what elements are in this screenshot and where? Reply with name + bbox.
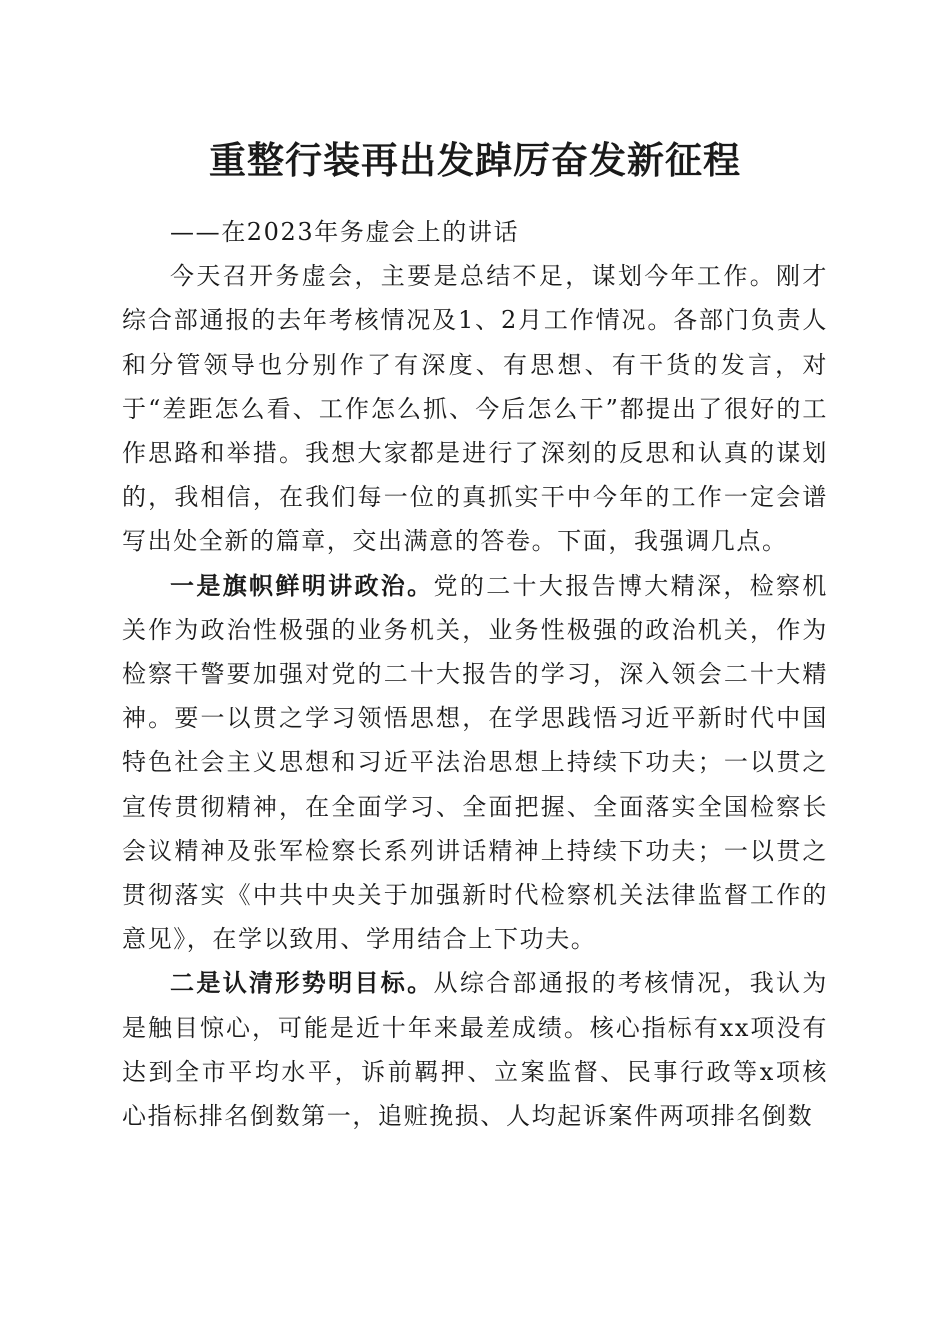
paragraph-point-two (122, 961, 828, 1138)
document-body (122, 210, 828, 1138)
paragraph-opening (122, 254, 828, 563)
paragraph-text: 从综合部通报的考核情况，我认为是触目惊心，可能是近十年来最差成绩。核心指标有xx项没有达到全市平均水平，诉前羁押、立案监督、民事行政等x项核心指标排名倒数第一，追赃挽损、人均起诉案件两项排名倒数 (122, 969, 828, 1131)
paragraph-text: 今天召开务虚会，主要是总结不足，谋划今年工作。刚才综合部通报的去年考核情况及1、2月工作情况。各部门负责人和分管领导也分别作了有深度、有思想、有干货的发言，对于“差距怎么看、工作怎么抓、今后怎么干”都提出了很好的工作思路和举措。我想大家都是进行了深刻的反思和认真的谋划的，我相信，在我们每一位的真抓实干中今年的工作一定会谱写出处全新的篇章，交出满意的答卷。下面，我强调几点。 (122, 262, 828, 556)
paragraph-lead: 一是旗帜鲜明讲政治。 (170, 570, 434, 600)
document-title: 重整行装再出发踔厉奋发新征程 (209, 138, 741, 182)
paragraph-lead: 二是认清形势明目标。 (170, 968, 434, 998)
paragraph-text: 党的二十大报告博大精深，检察机关作为政治性极强的业务机关，业务性极强的政治机关，作为检察干警要加强对党的二十大报告的学习，深入领会二十大精神。要一以贯之学习领悟思想，在学思践悟习近平新时代中国特色社会主义思想和习近平法治思想上持续下功夫；一以贯之宣传贯彻精神，在全面学习、全面把握、全面落实全国检察长会议精神及张军检察长系列讲话精神上持续下功夫；一以贯之贯彻落实《中共中央关于加强新时代检察机关法律监督工作的意见》，在学以致用、学用结合上下功夫。 (122, 571, 828, 954)
paragraph-point-one (122, 564, 828, 962)
document-subtitle: ——在2023年务虚会上的讲话 (170, 218, 520, 246)
